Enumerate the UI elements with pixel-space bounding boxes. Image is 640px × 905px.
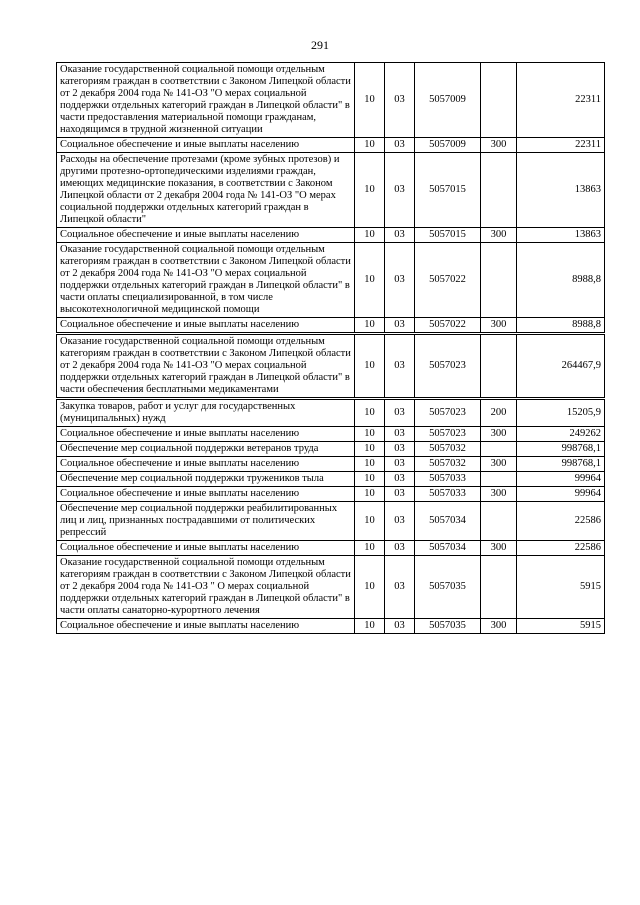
row-subsection-code: 03	[385, 502, 415, 541]
table-row	[57, 427, 605, 442]
row-description: Социальное обеспечение и иные выплаты населению	[57, 619, 355, 634]
row-amount: 8988,8	[517, 243, 605, 318]
row-expense-type-code: 300	[481, 619, 517, 634]
row-target-article-code: 5057015	[415, 153, 481, 228]
row-target-article-code: 5057022	[415, 318, 481, 333]
row-target-article-code: 5057033	[415, 487, 481, 502]
row-section-code: 10	[355, 487, 385, 502]
row-expense-type-code: 300	[481, 487, 517, 502]
row-amount: 99964	[517, 487, 605, 502]
row-target-article-code: 5057034	[415, 541, 481, 556]
table-row	[57, 138, 605, 153]
row-subsection-code: 03	[385, 335, 415, 398]
page-number: 291	[311, 38, 329, 52]
row-section-code: 10	[355, 556, 385, 619]
table-row	[57, 400, 605, 427]
row-subsection-code: 03	[385, 153, 415, 228]
row-description: Оказание государственной социальной помощи отдельным категориям граждан в соответствии с Законом Липецкой области от 2 декабря 2004 года № 141-ОЗ " О мерах социальной поддержки отдельных категорий граждан в Липецкой области" в части оплаты санаторно-курортного лечения	[57, 556, 355, 619]
row-subsection-code: 03	[385, 228, 415, 243]
row-expense-type-code	[481, 63, 517, 138]
row-target-article-code: 5057032	[415, 442, 481, 457]
row-section-code: 10	[355, 318, 385, 333]
row-description: Оказание государственной социальной помощи отдельным категориям граждан в соответствии с Законом Липецкой области от 2 декабря 2004 года № 141-ОЗ "О мерах социальной поддержки отдельных категорий граждан в Липецкой области" в части предоставления материальной помощи гражданам, находящимся в трудной жизненной ситуации	[57, 63, 355, 138]
row-amount: 5915	[517, 556, 605, 619]
row-target-article-code: 5057032	[415, 457, 481, 472]
row-amount: 13863	[517, 228, 605, 243]
table-row	[57, 487, 605, 502]
row-description: Социальное обеспечение и иные выплаты населению	[57, 318, 355, 333]
row-section-code: 10	[355, 502, 385, 541]
row-description: Социальное обеспечение и иные выплаты населению	[57, 487, 355, 502]
row-description: Закупка товаров, работ и услуг для государственных (муниципальных) нужд	[57, 400, 355, 427]
row-subsection-code: 03	[385, 472, 415, 487]
table-row	[57, 619, 605, 634]
row-description: Социальное обеспечение и иные выплаты населению	[57, 228, 355, 243]
table-row	[57, 63, 605, 138]
row-subsection-code: 03	[385, 318, 415, 333]
row-section-code: 10	[355, 619, 385, 634]
row-target-article-code: 5057023	[415, 335, 481, 398]
row-expense-type-code: 300	[481, 228, 517, 243]
row-expense-type-code	[481, 556, 517, 619]
row-expense-type-code	[481, 442, 517, 457]
row-subsection-code: 03	[385, 400, 415, 427]
row-amount: 15205,9	[517, 400, 605, 427]
row-target-article-code: 5057023	[415, 400, 481, 427]
row-description: Социальное обеспечение и иные выплаты населению	[57, 138, 355, 153]
table-row	[57, 472, 605, 487]
row-subsection-code: 03	[385, 243, 415, 318]
row-expense-type-code: 300	[481, 457, 517, 472]
row-expense-type-code	[481, 335, 517, 398]
row-target-article-code: 5057009	[415, 138, 481, 153]
row-amount: 22586	[517, 502, 605, 541]
row-target-article-code: 5057023	[415, 427, 481, 442]
row-amount: 249262	[517, 427, 605, 442]
row-subsection-code: 03	[385, 63, 415, 138]
row-amount: 22311	[517, 138, 605, 153]
row-section-code: 10	[355, 427, 385, 442]
row-amount: 22311	[517, 63, 605, 138]
row-section-code: 10	[355, 243, 385, 318]
row-target-article-code: 5057034	[415, 502, 481, 541]
row-target-article-code: 5057009	[415, 63, 481, 138]
row-section-code: 10	[355, 442, 385, 457]
row-description: Оказание государственной социальной помощи отдельным категориям граждан в соответствии с Законом Липецкой области от 2 декабря 2004 года № 141-ОЗ "О мерах социальной поддержки отдельных категорий граждан в Липецкой области" в части оплаты специализированной, в том числе высокотехнологичной медицинской помощи	[57, 243, 355, 318]
row-amount: 13863	[517, 153, 605, 228]
row-expense-type-code: 200	[481, 400, 517, 427]
row-expense-type-code	[481, 153, 517, 228]
row-section-code: 10	[355, 63, 385, 138]
row-description: Расходы на обеспечение протезами (кроме зубных протезов) и другими протезно-ортопедическими изделиями граждан, имеющих медицинские показания, в соответствии с Законом Липецкой области от 2 декабря 2004 года № 141-ОЗ "О мерах социальной поддержки отдельных категорий граждан в Липецкой области"	[57, 153, 355, 228]
row-description: Социальное обеспечение и иные выплаты населению	[57, 427, 355, 442]
row-section-code: 10	[355, 228, 385, 243]
row-amount: 998768,1	[517, 442, 605, 457]
row-amount: 264467,9	[517, 335, 605, 398]
row-target-article-code: 5057035	[415, 619, 481, 634]
table-row	[57, 556, 605, 619]
row-description: Социальное обеспечение и иные выплаты населению	[57, 541, 355, 556]
row-expense-type-code	[481, 472, 517, 487]
row-amount: 998768,1	[517, 457, 605, 472]
row-section-code: 10	[355, 472, 385, 487]
row-subsection-code: 03	[385, 138, 415, 153]
row-subsection-code: 03	[385, 541, 415, 556]
row-target-article-code: 5057033	[415, 472, 481, 487]
table-row	[57, 153, 605, 228]
row-target-article-code: 5057015	[415, 228, 481, 243]
row-section-code: 10	[355, 400, 385, 427]
row-subsection-code: 03	[385, 427, 415, 442]
row-section-code: 10	[355, 153, 385, 228]
row-subsection-code: 03	[385, 442, 415, 457]
row-amount: 22586	[517, 541, 605, 556]
table-row	[57, 442, 605, 457]
row-expense-type-code: 300	[481, 541, 517, 556]
row-amount: 99964	[517, 472, 605, 487]
table-row	[57, 457, 605, 472]
row-expense-type-code	[481, 502, 517, 541]
table-row	[57, 541, 605, 556]
row-expense-type-code	[481, 243, 517, 318]
budget-table-body	[57, 63, 605, 634]
row-target-article-code: 5057022	[415, 243, 481, 318]
row-section-code: 10	[355, 541, 385, 556]
row-target-article-code: 5057035	[415, 556, 481, 619]
row-amount: 8988,8	[517, 318, 605, 333]
row-amount: 5915	[517, 619, 605, 634]
row-section-code: 10	[355, 335, 385, 398]
row-description: Обеспечение мер социальной поддержки реабилитированных лиц и лиц, признанных пострадавшими от политических репрессий	[57, 502, 355, 541]
budget-table	[56, 62, 605, 634]
row-description: Оказание государственной социальной помощи отдельным категориям граждан в соответствии с Законом Липецкой области от 2 декабря 2004 года № 141-ОЗ "О мерах социальной поддержки отдельных категорий граждан в Липецкой области" в части обеспечения бесплатными медикаментами	[57, 335, 355, 398]
row-section-code: 10	[355, 457, 385, 472]
row-description: Социальное обеспечение и иные выплаты населению	[57, 457, 355, 472]
row-subsection-code: 03	[385, 619, 415, 634]
row-expense-type-code: 300	[481, 138, 517, 153]
row-subsection-code: 03	[385, 556, 415, 619]
row-subsection-code: 03	[385, 487, 415, 502]
table-row	[57, 335, 605, 398]
row-description: Обеспечение мер социальной поддержки ветеранов труда	[57, 442, 355, 457]
table-row	[57, 318, 605, 333]
row-expense-type-code: 300	[481, 427, 517, 442]
row-section-code: 10	[355, 138, 385, 153]
row-description: Обеспечение мер социальной поддержки тружеников тыла	[57, 472, 355, 487]
row-subsection-code: 03	[385, 457, 415, 472]
table-row	[57, 228, 605, 243]
table-row	[57, 502, 605, 541]
table-row	[57, 243, 605, 318]
row-expense-type-code: 300	[481, 318, 517, 333]
